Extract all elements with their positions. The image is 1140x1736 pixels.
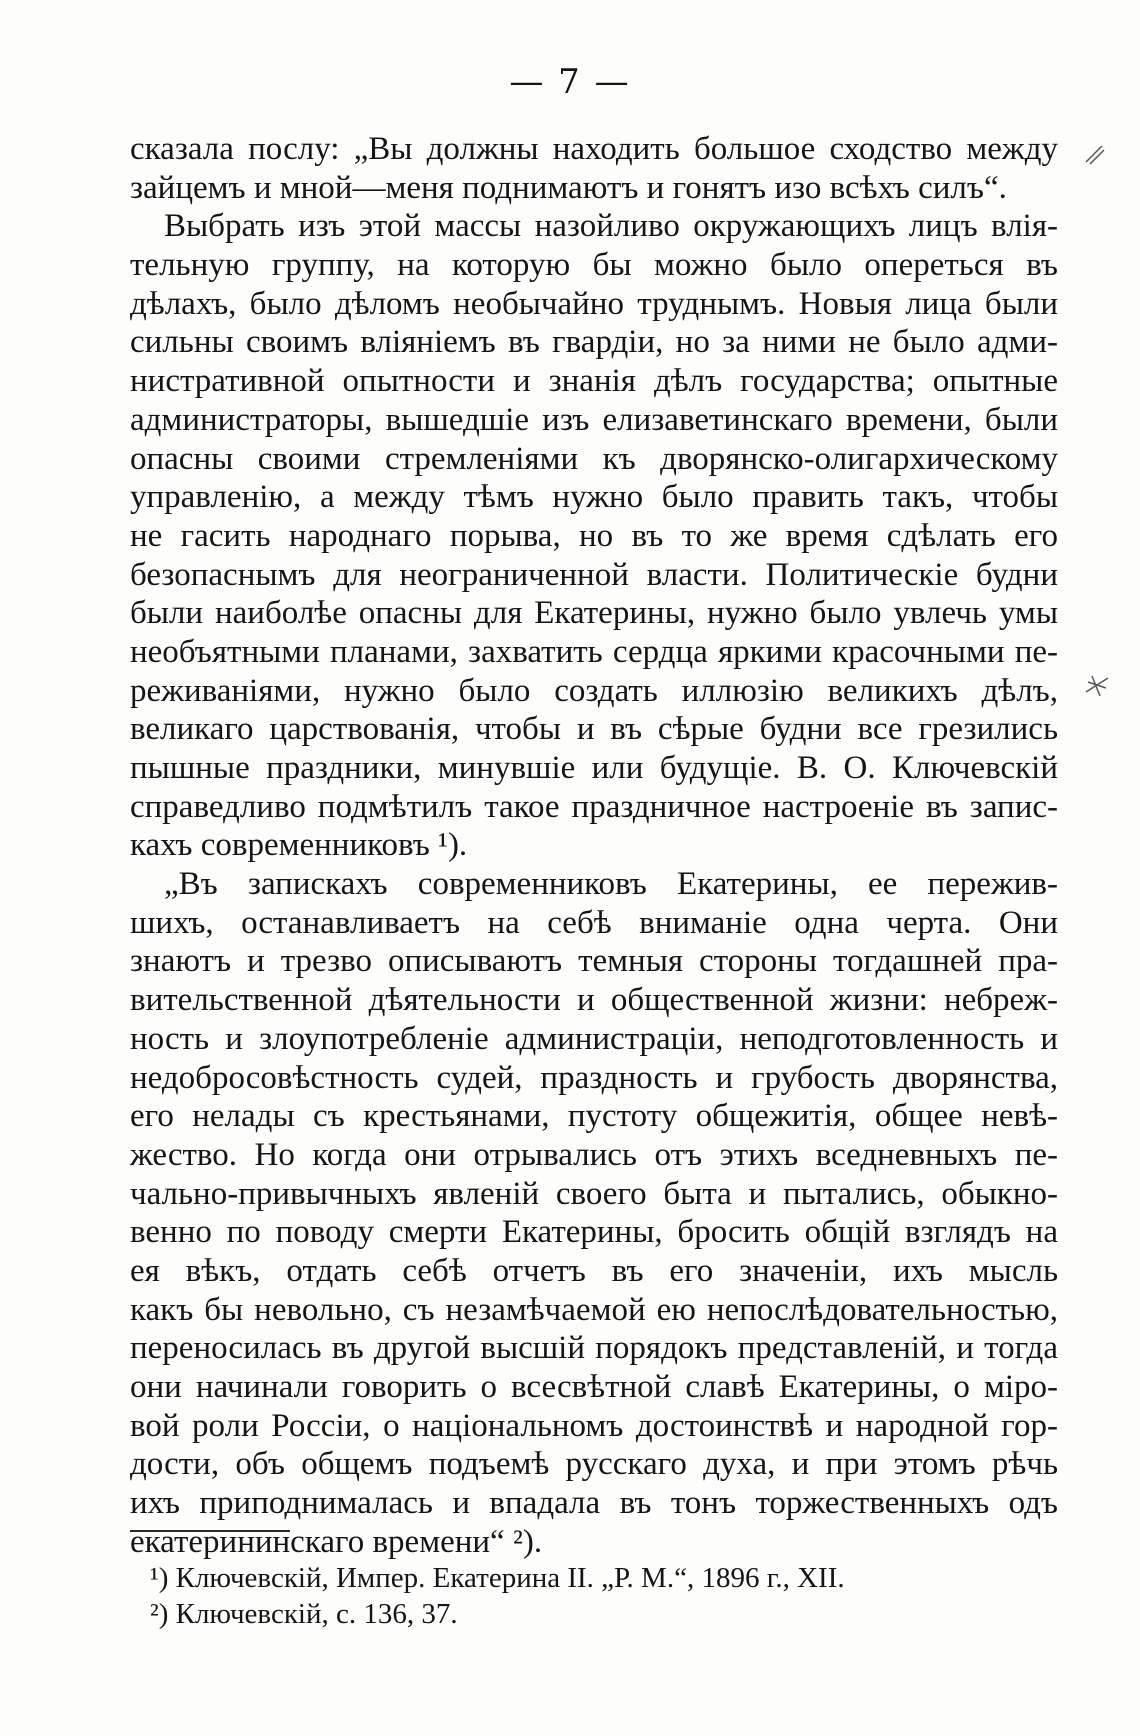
text-line: ность и злоупотребленіе администраціи, неподготовленность и (130, 1020, 1058, 1057)
text-line: какъ бы невольно, съ незамѣчаемой ею непослѣдовательностью, (130, 1291, 1058, 1328)
body-text (130, 130, 1058, 1561)
text-line: сильны своимъ вліяніемъ въ гвардіи, но за ними не было адми- (130, 324, 1058, 361)
footnote-item: ²) Ключевскій, с. 136, 37. (150, 1598, 458, 1630)
text-line: не гасить народнаго порыва, но въ то же время сдѣлать его (130, 517, 1058, 554)
text-line: дѣлахъ, было дѣломъ необычайно труднымъ. Новыя лица были (130, 285, 1058, 322)
footnote-item: ¹) Ключевскій, Импер. Екатерина II. „Р. М.“, 1896 г., XII. (150, 1562, 845, 1594)
text-line: ихъ приподнималась и впадала въ тонъ торжественныхъ одъ (130, 1485, 1058, 1522)
text-line: реживаніями, нужно было создать иллюзію великихъ дѣлъ, (130, 672, 1058, 709)
text-line: вой роли Россіи, о національномъ достоинствѣ и народной гор- (130, 1407, 1058, 1444)
text-line: его нелады съ крестьянами, пустоту общежитія, общее невѣ- (130, 1098, 1058, 1135)
text-line: дости, объ общемъ подъемѣ русскаго духа, и при этомъ рѣчь (130, 1446, 1058, 1483)
text-line: пышные праздники, минувшіе или будущіе. В. О. Ключевскій (130, 750, 1058, 786)
asterisk-mark-icon (1082, 672, 1112, 700)
pencil-mark-icon (1082, 140, 1106, 168)
footnotes (150, 1560, 1030, 1632)
text-line: сказала послу: „Вы должны находить большое сходство между (130, 131, 1058, 167)
text-line: управленію, а между тѣмъ нужно было править такъ, чтобы (130, 479, 1058, 516)
text-line: венно по поводу смерти Екатерины, бросить общій взглядъ на (130, 1214, 1058, 1251)
text-line: екатерининскаго времени“ ²). (130, 1523, 543, 1560)
text-line: опасны своими стремленіями къ дворянско-олигархическому (130, 440, 1058, 477)
text-line: нистративной опытности и знанія дѣлъ государства; опытные (130, 363, 1058, 400)
text-line: вительственной дѣятельности и общественной жизни: небреж- (130, 982, 1058, 1019)
text-line: необъятными планами, захватить сердца яркими красочными пе- (130, 633, 1058, 670)
text-line: великаго царствованія, чтобы и въ сѣрые будни все грезились (130, 711, 1058, 748)
text-line: „Въ запискахъ современниковъ Екатерины, ее пережив- (164, 866, 1058, 903)
text-line: справедливо подмѣтилъ такое праздничное настроеніе въ запис- (130, 788, 1058, 825)
text-line: переносилась въ другой высшій порядокъ представленій, и тогда (130, 1330, 1058, 1367)
footnote-divider (130, 1530, 290, 1532)
text-line: они начинали говорить о всесвѣтной славѣ Екатерины, о міро- (130, 1369, 1058, 1405)
text-line: были наиболѣе опасны для Екатерины, нужно было увлечь умы (130, 595, 1058, 632)
text-line: Выбрать изъ этой массы назойливо окружающихъ лицъ влія- (164, 208, 1058, 245)
page-number: — 7 — (509, 62, 631, 102)
text-line: безопаснымъ для неограниченной власти. Политическіе будни (130, 556, 1058, 593)
text-line: недобросовѣстность судей, праздность и грубость дворянства, (130, 1059, 1058, 1096)
text-line: кахъ современниковъ ¹). (130, 827, 468, 864)
text-line: знаютъ и трезво описываютъ темныя стороны тогдашней пра- (130, 943, 1058, 980)
text-line: жество. Но когда они отрывались отъ этихъ вседневныхъ пе- (130, 1136, 1058, 1173)
text-line: тельную группу, на которую бы можно было опереться въ (130, 247, 1058, 284)
text-line: ея вѣкъ, отдать себѣ отчетъ въ его значеніи, ихъ мысль (130, 1252, 1058, 1289)
text-line: администраторы, вышедшіе изъ елизаветинскаго времени, были (130, 401, 1058, 438)
text-line: шихъ, останавливаетъ на себѣ вниманіе одна черта. Они (130, 904, 1058, 941)
text-line: чально-привычныхъ явленій своего быта и пытались, обыкно- (130, 1175, 1058, 1212)
text-line: зайцемъ и мной—меня поднимаютъ и гонятъ изо всѣхъ силъ“. (130, 169, 1007, 206)
